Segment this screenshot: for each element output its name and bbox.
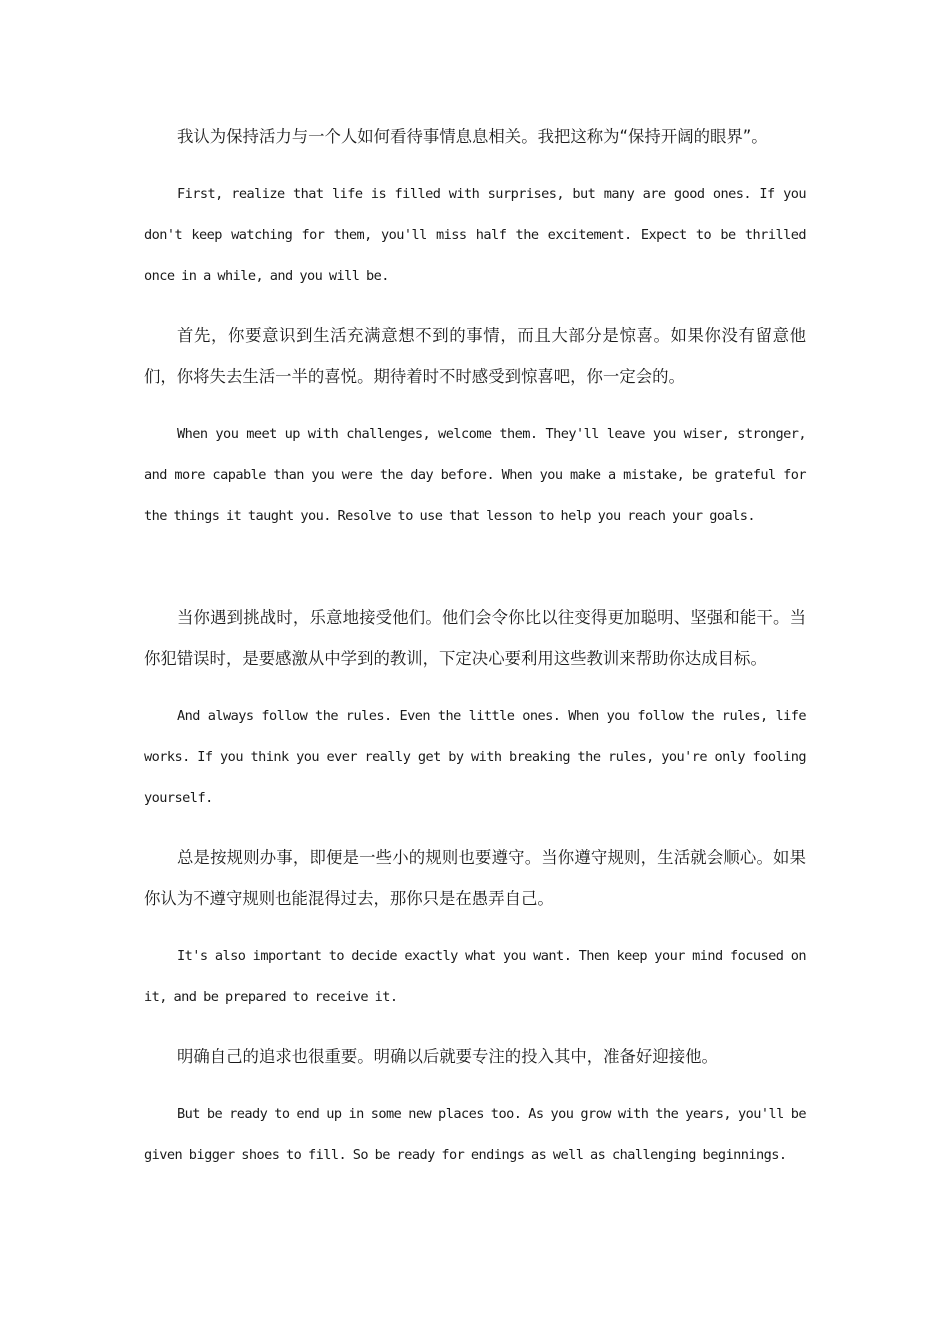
paragraph-4-english: When you meet up with challenges, welcome them. They'll leave you wiser, stronger, and more capable than you were the day before. When you make a mistake, be grateful for the things it taught you. Resolve to use that lesson to help you reach your goals. <box>144 426 806 524</box>
paragraph-2-english: First, realize that life is filled with surprises, but many are good ones. If you don't keep watching for them, you'll miss half the excitement. Expect to be thrilled once in a while, and you will be. <box>144 186 806 284</box>
paragraph-6-english: And always follow the rules. Even the little ones. When you follow the rules, life works. If you think you ever really get by with breaking the rules, you're only fooling yourself. <box>144 708 806 806</box>
paragraph-9-chinese: 明确自己的追求也很重要。明确以后就要专注的投入其中，准备好迎接他。 <box>177 1047 718 1066</box>
paragraph-7-chinese: 总是按规则办事，即便是一些小的规则也要遵守。当你遵守规则，生活就会顺心。如果你认为不遵守规则也能混得过去，那你只是在愚弄自己。 <box>144 848 806 908</box>
paragraph-5-chinese: 当你遇到挑战时，乐意地接受他们。他们会令你比以往变得更加聪明、坚强和能干。当你犯错误时，是要感激从中学到的教训，下定决心要利用这些教训来帮助你达成目标。 <box>144 608 806 668</box>
paragraph-10-english: But be ready to end up in some new places too. As you grow with the years, you'll be given bigger shoes to fill. So be ready for endings as well as challenging beginnings. <box>144 1106 806 1163</box>
paragraph-1-chinese: 我认为保持活力与一个人如何看待事情息息相关。我把这称为“保持开阔的眼界”。 <box>177 127 768 146</box>
paragraph-3-chinese: 首先，你要意识到生活充满意想不到的事情，而且大部分是惊喜。如果你没有留意他们，你将失去生活一半的喜悦。期待着时不时感受到惊喜吧，你一定会的。 <box>144 326 806 386</box>
paragraph-8-english: It's also important to decide exactly what you want. Then keep your mind focused on it, and be prepared to receive it. <box>144 948 806 1005</box>
